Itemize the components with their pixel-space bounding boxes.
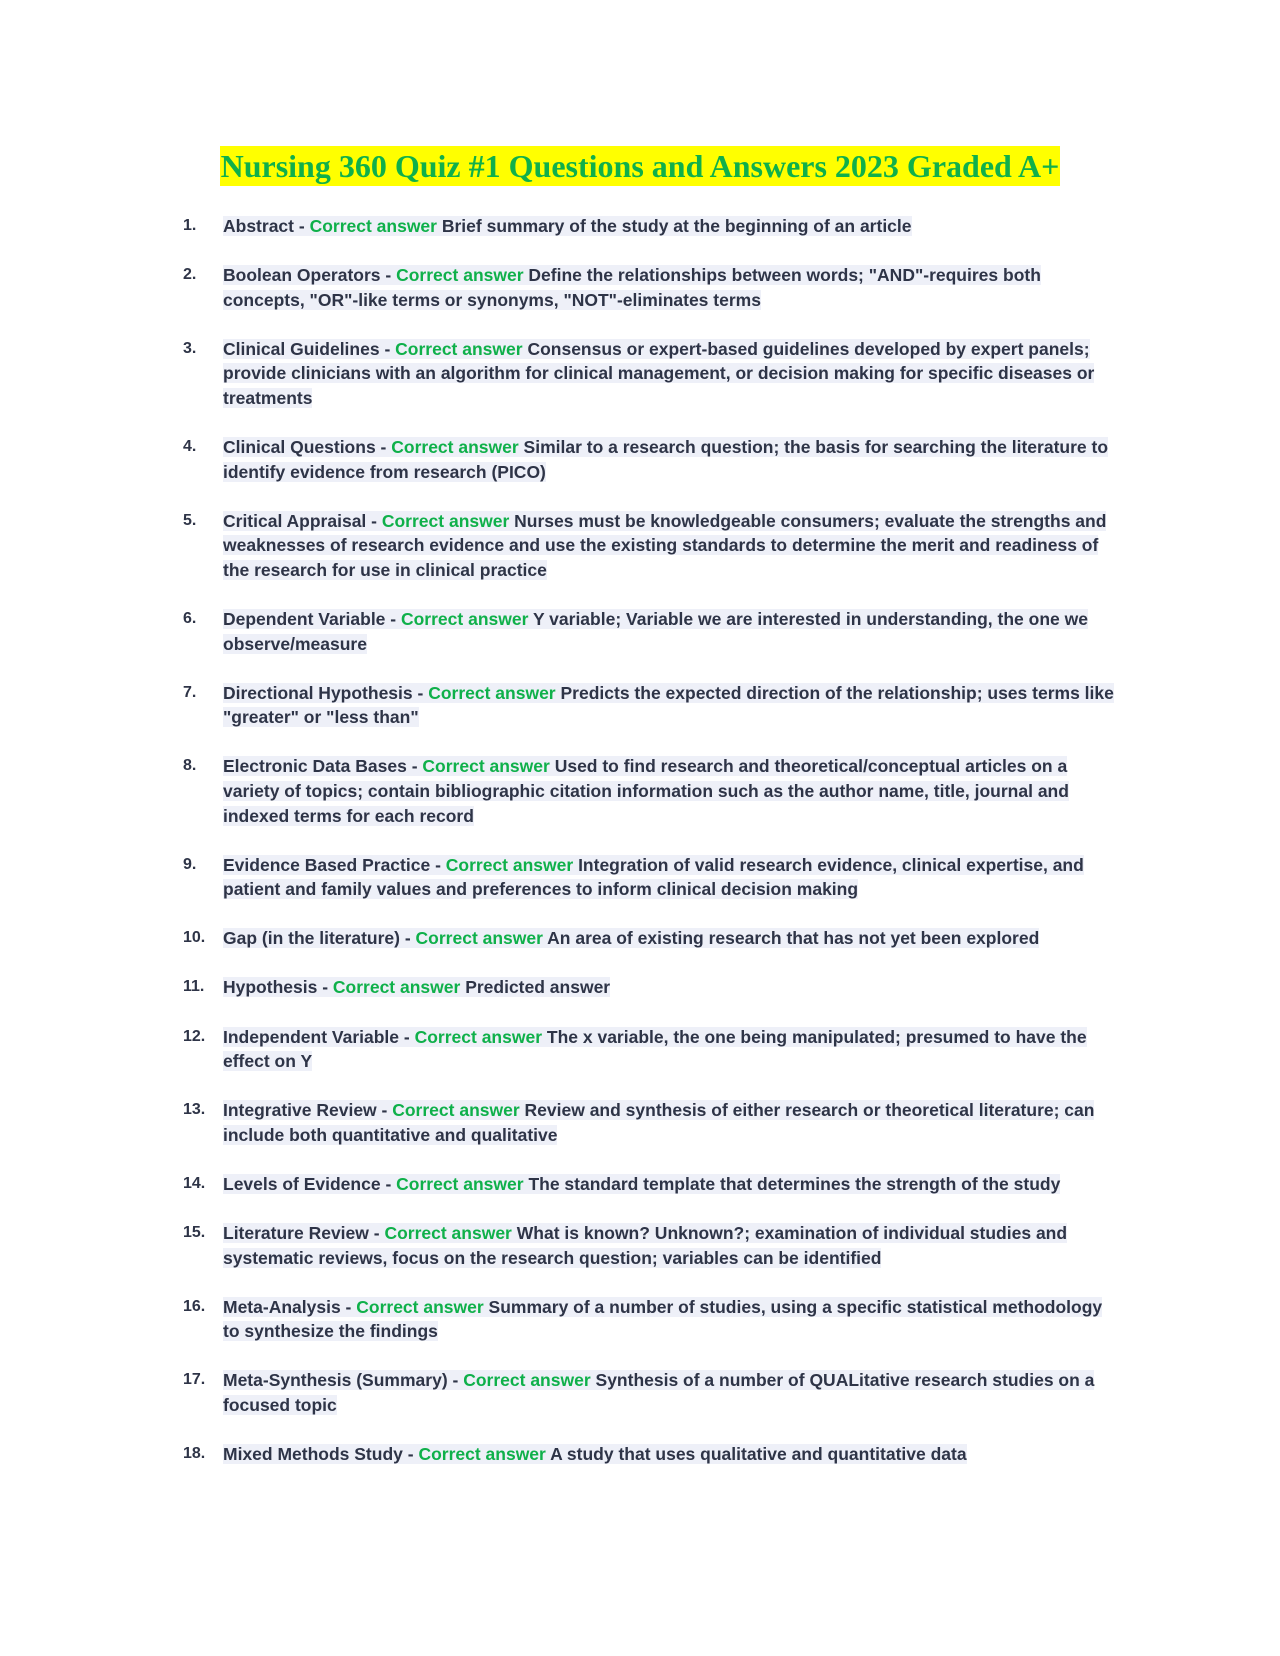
list-item xyxy=(183,1098,1123,1147)
item-answer: Integration of valid research evidence, clinical expertise, and patient and family values and preferences to inform clinical decision making xyxy=(223,854,1084,900)
correct-answer-marker: Correct answer xyxy=(415,928,543,949)
correct-answer-marker: Correct answer xyxy=(396,1173,524,1194)
item-term: Hypothesis xyxy=(223,977,318,998)
item-answer: Summary of a number of studies, using a specific statistical methodology to synthesize the findings xyxy=(223,1296,1103,1342)
item-term: Clinical Guidelines xyxy=(223,338,380,359)
item-term: Mixed Methods Study xyxy=(223,1444,403,1465)
item-answer: Brief summary of the study at the beginning of an article xyxy=(441,216,912,236)
list-item xyxy=(183,607,1123,656)
item-term: Boolean Operators xyxy=(223,265,381,286)
item-text: Meta-Analysis - Correct answer Summary of a number of studies, using a specific statistical methodology to synthesize the findings xyxy=(223,1296,1103,1342)
correct-answer-marker: Correct answer xyxy=(418,1444,546,1465)
item-text: Gap (in the literature) - Correct answer An area of existing research that has not yet been explored xyxy=(223,928,1040,949)
item-text: Levels of Evidence - Correct answer The standard template that determines the strength of the study xyxy=(223,1173,1061,1194)
item-text: Literature Review - Correct answer What is known? Unknown?; examination of individual studies and systematic reviews, focus on the research question; variables can be identified xyxy=(223,1223,1068,1268)
item-answer: An area of existing research that has not yet been explored xyxy=(547,928,1040,949)
item-text: Electronic Data Bases - Correct answer Used to find research and theoretical/conceptual articles on a variety of topics; contain bibliographic citation information such as the author name, title, journal and indexed terms for each record xyxy=(223,756,1069,826)
item-term: Meta-Synthesis (Summary) xyxy=(223,1370,448,1391)
correct-answer-marker: Correct answer xyxy=(356,1296,484,1317)
item-number: 6. xyxy=(183,610,197,628)
correct-answer-marker: Correct answer xyxy=(332,977,461,998)
correct-answer-marker: Correct answer xyxy=(422,756,550,777)
item-term: Literature Review xyxy=(223,1223,369,1244)
item-text: Independent Variable - Correct answer The x variable, the one being manipulated; presumed to have the effect on Y xyxy=(223,1026,1087,1072)
list-item xyxy=(183,853,1123,902)
item-number: 2. xyxy=(183,266,197,284)
correct-answer-marker: Correct answer xyxy=(391,437,519,458)
item-term: Evidence Based Practice xyxy=(223,854,431,875)
correct-answer-marker: Correct answer xyxy=(309,216,437,236)
item-answer: The standard template that determines the strength of the study xyxy=(528,1173,1061,1194)
item-term: Levels of Evidence xyxy=(223,1173,381,1194)
list-item xyxy=(183,754,1123,828)
correct-answer-marker: Correct answer xyxy=(384,1223,512,1244)
item-answer: The x variable, the one being manipulated; presumed to have the effect on Y xyxy=(223,1026,1087,1072)
list-item xyxy=(183,1172,1123,1197)
item-answer: Define the relationships between words; "AND"-requires both concepts, "OR"-like terms or synonyms, "NOT"-eliminates terms xyxy=(223,265,1041,310)
item-answer: Predicts the expected direction of the relationship; uses terms like "greater" or "less than" xyxy=(223,682,1114,728)
item-term: Directional Hypothesis xyxy=(223,682,413,703)
item-text: Meta-Synthesis (Summary) - Correct answer Synthesis of a number of QUALitative research studies on a focused topic xyxy=(223,1370,1095,1415)
item-text: Boolean Operators - Correct answer Define the relationships between words; "AND"-requires both concepts, "OR"-like terms or synonyms, "NOT"-eliminates terms xyxy=(223,265,1041,310)
item-number: 4. xyxy=(183,438,197,456)
item-number: 11. xyxy=(183,978,205,996)
item-answer: Synthesis of a number of QUALitative research studies on a focused topic xyxy=(223,1370,1095,1415)
item-text: Clinical Guidelines - Correct answer Consensus or expert-based guidelines developed by expert panels; provide clinicians with an algorithm for clinical management, or decision making for specific diseases or treatments xyxy=(223,338,1095,408)
item-text: Dependent Variable - Correct answer Y variable; Variable we are interested in understanding, the one we observe/measure xyxy=(223,609,1088,654)
item-term: Abstract xyxy=(223,216,294,236)
item-term: Critical Appraisal xyxy=(223,510,367,531)
correct-answer-marker: Correct answer xyxy=(381,510,510,531)
item-number: 8. xyxy=(183,757,197,775)
correct-answer-marker: Correct answer xyxy=(395,338,523,359)
item-term: Gap (in the literature) xyxy=(223,928,400,949)
item-number: 1. xyxy=(183,217,197,234)
item-number: 12. xyxy=(183,1027,206,1045)
item-text: Abstract - Correct answer Brief summary of the study at the beginning of an article xyxy=(223,216,912,236)
item-answer: Nurses must be knowledgeable consumers; evaluate the strengths and weaknesses of research evidence and use the existing standards to determine the merit and readiness of the research for use in clinical practice xyxy=(223,510,1107,580)
item-answer: Consensus or expert-based guidelines developed by expert panels; provide clinicians with an algorithm for clinical management, or decision making for specific diseases or treatments xyxy=(223,338,1095,408)
item-text: Integrative Review - Correct answer Review and synthesis of either research or theoretical literature; can include both quantitative and qualitative xyxy=(223,1100,1095,1145)
item-term: Meta-Analysis xyxy=(223,1296,341,1317)
item-term: Integrative Review xyxy=(223,1100,377,1121)
item-answer: Review and synthesis of either research or theoretical literature; can include both quantitative and qualitative xyxy=(223,1100,1095,1145)
item-answer: Y variable; Variable we are interested in understanding, the one we observe/measure xyxy=(223,609,1088,654)
correct-answer-marker: Correct answer xyxy=(396,265,524,286)
item-answer: Similar to a research question; the basis for searching the literature to identify evidence from research (PICO) xyxy=(223,437,1109,482)
list-item xyxy=(183,214,1123,239)
list-item xyxy=(183,263,1123,312)
item-number: 16. xyxy=(183,1297,206,1315)
list-item xyxy=(183,926,1123,951)
item-text: Hypothesis - Correct answer Predicted answer xyxy=(223,977,611,998)
correct-answer-marker: Correct answer xyxy=(428,682,556,703)
qa-list xyxy=(183,214,1123,1491)
item-term: Electronic Data Bases xyxy=(223,756,407,777)
item-text: Mixed Methods Study - Correct answer A study that uses qualitative and quantitative data xyxy=(223,1444,967,1465)
item-text: Directional Hypothesis - Correct answer Predicts the expected direction of the relationship; uses terms like "greater" or "less than" xyxy=(223,682,1114,728)
list-item xyxy=(183,975,1123,1000)
list-item xyxy=(183,1368,1123,1417)
item-number: 18. xyxy=(183,1445,206,1463)
item-term: Dependent Variable xyxy=(223,609,386,630)
list-item xyxy=(183,337,1123,411)
list-item xyxy=(183,1442,1123,1467)
item-number: 5. xyxy=(183,511,197,529)
item-answer: What is known? Unknown?; examination of individual studies and systematic reviews, focus on the research question; variables can be identified xyxy=(223,1223,1068,1268)
item-number: 15. xyxy=(183,1224,206,1242)
item-text: Critical Appraisal - Correct answer Nurses must be knowledgeable consumers; evaluate the strengths and weaknesses of research evidence and use the existing standards to determine the merit and readiness of the research for use in clinical practice xyxy=(223,510,1107,580)
item-term: Independent Variable xyxy=(223,1026,400,1047)
list-item xyxy=(183,1025,1123,1074)
item-number: 3. xyxy=(183,339,197,357)
correct-answer-marker: Correct answer xyxy=(392,1100,520,1121)
item-number: 14. xyxy=(183,1174,206,1192)
correct-answer-marker: Correct answer xyxy=(400,609,529,630)
item-number: 9. xyxy=(183,855,197,873)
item-answer: Predicted answer xyxy=(465,977,611,998)
item-text: Clinical Questions - Correct answer Similar to a research question; the basis for searching the literature to identify evidence from research (PICO) xyxy=(223,437,1109,482)
item-answer: Used to find research and theoretical/conceptual articles on a variety of topics; contain bibliographic citation information such as the author name, title, journal and indexed terms for each record xyxy=(223,756,1069,826)
item-answer: A study that uses qualitative and quantitative data xyxy=(550,1444,967,1465)
correct-answer-marker: Correct answer xyxy=(414,1026,543,1047)
list-item xyxy=(183,1295,1123,1344)
list-item xyxy=(183,1221,1123,1270)
list-item xyxy=(183,681,1123,730)
correct-answer-marker: Correct answer xyxy=(463,1370,591,1391)
item-number: 7. xyxy=(183,683,197,701)
list-item xyxy=(183,509,1123,583)
item-text: Evidence Based Practice - Correct answer Integration of valid research evidence, clinical expertise, and patient and family values and preferences to inform clinical decision making xyxy=(223,854,1084,900)
correct-answer-marker: Correct answer xyxy=(445,854,574,875)
title-container xyxy=(0,146,1280,186)
item-term: Clinical Questions xyxy=(223,437,376,458)
list-item xyxy=(183,435,1123,484)
item-number: 17. xyxy=(183,1371,206,1389)
item-number: 10. xyxy=(183,929,206,947)
document-title: Nursing 360 Quiz #1 Questions and Answers 2023 Graded A+ xyxy=(220,148,1060,184)
item-number: 13. xyxy=(183,1101,206,1119)
